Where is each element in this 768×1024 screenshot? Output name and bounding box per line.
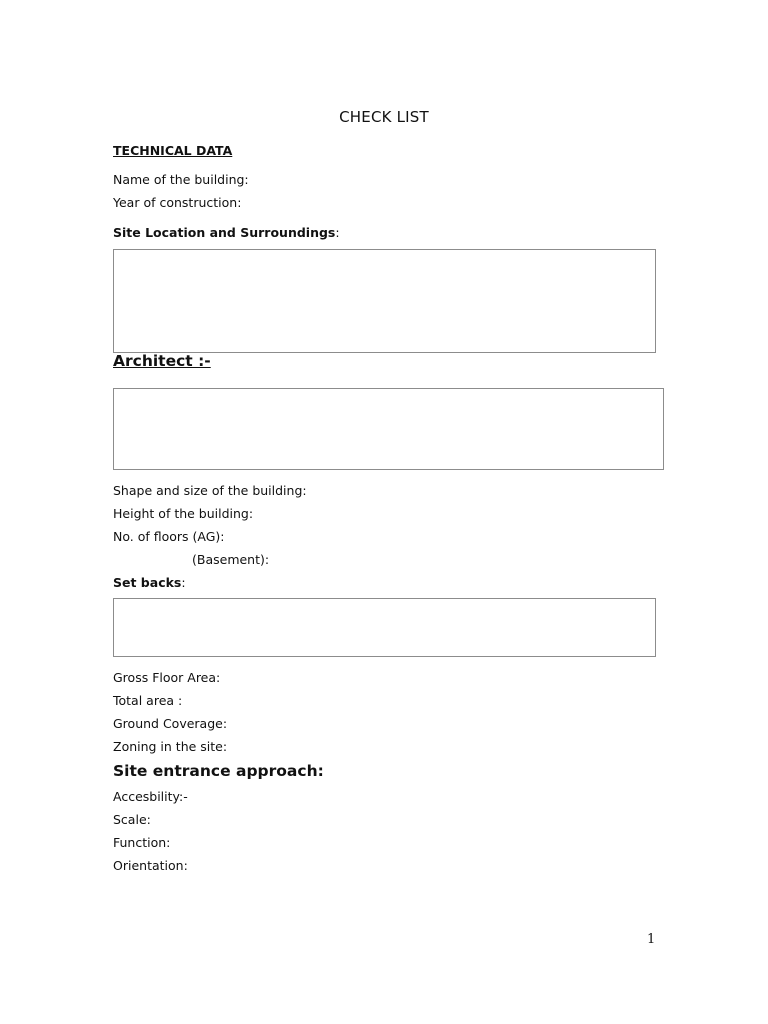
set-backs-box[interactable] — [113, 598, 656, 657]
site-entrance-heading: Site entrance approach: — [113, 762, 324, 780]
page-number: 1 — [647, 932, 656, 947]
gross-floor-area-label: Gross Floor Area: — [113, 670, 221, 685]
technical-data-heading: TECHNICAL DATA — [113, 143, 233, 158]
accessibility-label: Accesbility:- — [113, 789, 188, 804]
set-backs-label-row — [113, 575, 186, 590]
set-backs-colon: : — [181, 575, 186, 590]
site-location-box[interactable] — [113, 249, 656, 353]
total-area-label: Total area : — [113, 693, 183, 708]
height-label: Height of the building: — [113, 506, 254, 521]
site-location-label: Site Location and Surroundings — [113, 225, 336, 240]
floors-ag-label: No. of floors (AG): — [113, 529, 225, 544]
floors-basement-label: (Basement): — [192, 552, 270, 567]
page-title: CHECK LIST — [339, 108, 429, 126]
year-of-construction-label: Year of construction: — [113, 195, 242, 210]
ground-coverage-label: Ground Coverage: — [113, 716, 228, 731]
zoning-label: Zoning in the site: — [113, 739, 228, 754]
name-of-building-label: Name of the building: — [113, 172, 249, 187]
orientation-label: Orientation: — [113, 858, 188, 873]
site-location-label-row — [113, 225, 340, 240]
set-backs-label: Set backs — [113, 575, 182, 590]
scale-label: Scale: — [113, 812, 151, 827]
site-location-colon: : — [335, 225, 340, 240]
shape-size-label: Shape and size of the building: — [113, 483, 307, 498]
architect-heading: Architect :- — [113, 352, 211, 370]
architect-box[interactable] — [113, 388, 664, 470]
function-label: Function: — [113, 835, 171, 850]
